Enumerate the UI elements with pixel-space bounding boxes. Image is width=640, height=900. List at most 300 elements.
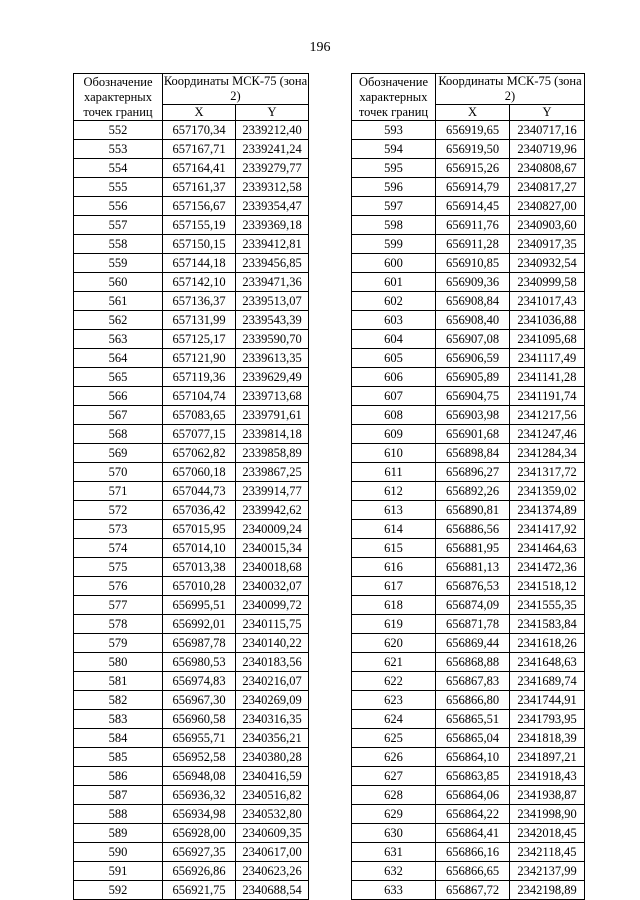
x-coordinate-cell: 657161,37 — [163, 178, 236, 197]
x-coordinate-cell: 656995,51 — [163, 596, 236, 615]
x-coordinate-cell: 656992,01 — [163, 615, 236, 634]
point-number-cell: 583 — [74, 710, 163, 729]
table-row — [352, 748, 585, 767]
table-row — [74, 273, 309, 292]
point-number-cell: 574 — [74, 539, 163, 558]
table-row — [352, 254, 585, 273]
y-coordinate-cell: 2342198,89 — [510, 881, 585, 900]
x-coordinate-cell: 656919,50 — [436, 140, 510, 159]
x-coordinate-cell: 657167,71 — [163, 140, 236, 159]
table-row — [352, 444, 585, 463]
table-row — [74, 349, 309, 368]
y-coordinate-cell: 2340099,72 — [236, 596, 309, 615]
point-number-cell: 566 — [74, 387, 163, 406]
x-coordinate-cell: 657015,95 — [163, 520, 236, 539]
table-row — [74, 197, 309, 216]
point-number-cell: 593 — [352, 121, 436, 140]
point-number-cell: 567 — [74, 406, 163, 425]
table-row — [352, 824, 585, 843]
point-number-cell: 629 — [352, 805, 436, 824]
x-coordinate-cell: 656903,98 — [436, 406, 510, 425]
y-coordinate-cell: 2341247,46 — [510, 425, 585, 444]
table-row — [352, 197, 585, 216]
point-number-cell: 580 — [74, 653, 163, 672]
y-coordinate-cell: 2341374,89 — [510, 501, 585, 520]
table-row — [352, 178, 585, 197]
y-coordinate-cell: 2339791,61 — [236, 406, 309, 425]
point-number-cell: 631 — [352, 843, 436, 862]
x-coordinate-cell: 657125,17 — [163, 330, 236, 349]
table-row — [74, 140, 309, 159]
x-coordinate-cell: 657010,28 — [163, 577, 236, 596]
table-row — [74, 178, 309, 197]
x-coordinate-cell: 656868,88 — [436, 653, 510, 672]
y-coordinate-cell: 2341897,21 — [510, 748, 585, 767]
y-coordinate-cell: 2340516,82 — [236, 786, 309, 805]
point-number-cell: 557 — [74, 216, 163, 235]
point-number-cell: 608 — [352, 406, 436, 425]
x-coordinate-cell: 657077,15 — [163, 425, 236, 444]
table-row — [74, 881, 309, 900]
x-coordinate-cell: 656952,58 — [163, 748, 236, 767]
point-number-cell: 552 — [74, 121, 163, 140]
table-row — [352, 634, 585, 653]
y-coordinate-cell: 2341217,56 — [510, 406, 585, 425]
point-number-cell: 582 — [74, 691, 163, 710]
x-coordinate-cell: 656881,95 — [436, 539, 510, 558]
x-coordinate-cell: 657150,15 — [163, 235, 236, 254]
x-coordinate-cell: 656896,27 — [436, 463, 510, 482]
x-coordinate-cell: 656905,89 — [436, 368, 510, 387]
y-coordinate-cell: 2341818,39 — [510, 729, 585, 748]
x-coordinate-cell: 656863,85 — [436, 767, 510, 786]
y-coordinate-cell: 2339942,62 — [236, 501, 309, 520]
x-coordinate-cell: 656865,51 — [436, 710, 510, 729]
x-coordinate-cell: 656898,84 — [436, 444, 510, 463]
point-number-cell: 599 — [352, 235, 436, 254]
point-number-cell: 562 — [74, 311, 163, 330]
x-header: X — [436, 105, 510, 121]
point-number-cell: 627 — [352, 767, 436, 786]
x-coordinate-cell: 656926,86 — [163, 862, 236, 881]
point-number-cell: 591 — [74, 862, 163, 881]
table-row — [352, 235, 585, 254]
y-coordinate-cell: 2341793,95 — [510, 710, 585, 729]
y-coordinate-cell: 2341918,43 — [510, 767, 585, 786]
point-number-cell: 555 — [74, 178, 163, 197]
y-coordinate-cell: 2339867,25 — [236, 463, 309, 482]
table-row — [74, 539, 309, 558]
table-row — [74, 577, 309, 596]
table-row — [352, 805, 585, 824]
table-row — [352, 292, 585, 311]
table-row — [352, 710, 585, 729]
x-coordinate-cell: 656866,80 — [436, 691, 510, 710]
y-coordinate-cell: 2341191,74 — [510, 387, 585, 406]
y-coordinate-cell: 2340827,00 — [510, 197, 585, 216]
table-row — [74, 425, 309, 444]
point-number-cell: 589 — [74, 824, 163, 843]
x-coordinate-cell: 656867,83 — [436, 672, 510, 691]
table-row — [74, 786, 309, 805]
designation-header: Обозначение характерных точек границ — [352, 74, 436, 121]
point-number-cell: 607 — [352, 387, 436, 406]
point-number-cell: 569 — [74, 444, 163, 463]
table-row — [352, 121, 585, 140]
y-coordinate-cell: 2340999,58 — [510, 273, 585, 292]
y-coordinate-cell: 2339312,58 — [236, 178, 309, 197]
point-number-cell: 571 — [74, 482, 163, 501]
designation-header: Обозначение характерных точек границ — [74, 74, 163, 121]
x-coordinate-cell: 657136,37 — [163, 292, 236, 311]
point-number-cell: 613 — [352, 501, 436, 520]
table-row — [352, 311, 585, 330]
x-coordinate-cell: 656927,35 — [163, 843, 236, 862]
point-number-cell: 559 — [74, 254, 163, 273]
y-coordinate-cell: 2341555,35 — [510, 596, 585, 615]
x-coordinate-cell: 656928,00 — [163, 824, 236, 843]
table-row — [74, 216, 309, 235]
point-number-cell: 623 — [352, 691, 436, 710]
point-number-cell: 598 — [352, 216, 436, 235]
table-row — [74, 843, 309, 862]
y-coordinate-cell: 2341317,72 — [510, 463, 585, 482]
point-number-cell: 616 — [352, 558, 436, 577]
y-coordinate-cell: 2341618,26 — [510, 634, 585, 653]
x-coordinate-cell: 656876,53 — [436, 577, 510, 596]
y-coordinate-cell: 2341583,84 — [510, 615, 585, 634]
y-coordinate-cell: 2341117,49 — [510, 349, 585, 368]
table-row — [352, 729, 585, 748]
table-row — [74, 634, 309, 653]
x-coordinate-cell: 656864,06 — [436, 786, 510, 805]
x-coordinate-cell: 656906,59 — [436, 349, 510, 368]
y-coordinate-cell: 2339412,81 — [236, 235, 309, 254]
table-row — [352, 653, 585, 672]
x-coordinate-cell: 657060,18 — [163, 463, 236, 482]
point-number-cell: 568 — [74, 425, 163, 444]
table-row — [74, 710, 309, 729]
y-coordinate-cell: 2340015,34 — [236, 539, 309, 558]
point-number-cell: 556 — [74, 197, 163, 216]
y-coordinate-cell: 2340532,80 — [236, 805, 309, 824]
point-number-cell: 605 — [352, 349, 436, 368]
x-coordinate-cell: 656892,26 — [436, 482, 510, 501]
x-coordinate-cell: 656908,40 — [436, 311, 510, 330]
x-coordinate-cell: 656864,22 — [436, 805, 510, 824]
point-number-cell: 606 — [352, 368, 436, 387]
point-number-cell: 577 — [74, 596, 163, 615]
table-row — [352, 767, 585, 786]
point-number-cell: 612 — [352, 482, 436, 501]
y-coordinate-cell: 2340009,24 — [236, 520, 309, 539]
x-coordinate-cell: 657119,36 — [163, 368, 236, 387]
y-coordinate-cell: 2341689,74 — [510, 672, 585, 691]
point-number-cell: 553 — [74, 140, 163, 159]
point-number-cell: 628 — [352, 786, 436, 805]
y-coordinate-cell: 2340617,00 — [236, 843, 309, 862]
x-coordinate-cell: 657155,19 — [163, 216, 236, 235]
table-row — [352, 216, 585, 235]
x-coordinate-cell: 656960,58 — [163, 710, 236, 729]
y-coordinate-cell: 2341998,90 — [510, 805, 585, 824]
point-number-cell: 614 — [352, 520, 436, 539]
y-coordinate-cell: 2339513,07 — [236, 292, 309, 311]
y-coordinate-cell: 2341464,63 — [510, 539, 585, 558]
table-row — [74, 767, 309, 786]
table-row — [74, 387, 309, 406]
table-row — [352, 463, 585, 482]
y-coordinate-cell: 2342118,45 — [510, 843, 585, 862]
y-coordinate-cell: 2340817,27 — [510, 178, 585, 197]
table-row — [74, 558, 309, 577]
y-coordinate-cell: 2340717,16 — [510, 121, 585, 140]
point-number-cell: 632 — [352, 862, 436, 881]
point-number-cell: 610 — [352, 444, 436, 463]
table-row — [74, 254, 309, 273]
x-coordinate-cell: 656864,41 — [436, 824, 510, 843]
x-coordinate-cell: 657083,65 — [163, 406, 236, 425]
y-coordinate-cell: 2340719,96 — [510, 140, 585, 159]
point-number-cell: 601 — [352, 273, 436, 292]
x-coordinate-cell: 657144,18 — [163, 254, 236, 273]
x-coordinate-cell: 656919,65 — [436, 121, 510, 140]
x-coordinate-cell: 657164,41 — [163, 159, 236, 178]
table-row — [352, 596, 585, 615]
y-coordinate-cell: 2341359,02 — [510, 482, 585, 501]
y-coordinate-cell: 2340115,75 — [236, 615, 309, 634]
table-row — [74, 862, 309, 881]
y-coordinate-cell: 2340140,22 — [236, 634, 309, 653]
x-coordinate-cell: 657014,10 — [163, 539, 236, 558]
y-coordinate-cell: 2339212,40 — [236, 121, 309, 140]
table-row — [352, 349, 585, 368]
point-number-cell: 625 — [352, 729, 436, 748]
table-row — [352, 482, 585, 501]
coordinates-header: Координаты МСК-75 (зона 2) — [163, 74, 308, 103]
y-coordinate-cell: 2339613,35 — [236, 349, 309, 368]
table-row — [74, 482, 309, 501]
y-coordinate-cell: 2339590,70 — [236, 330, 309, 349]
table-row — [74, 330, 309, 349]
x-coordinate-cell: 656967,30 — [163, 691, 236, 710]
x-header: X — [163, 105, 236, 121]
table-body-right — [352, 121, 585, 900]
x-coordinate-cell: 656869,44 — [436, 634, 510, 653]
y-coordinate-cell: 2339814,18 — [236, 425, 309, 444]
y-coordinate-cell: 2339369,18 — [236, 216, 309, 235]
x-coordinate-cell: 656936,32 — [163, 786, 236, 805]
y-coordinate-cell: 2340932,54 — [510, 254, 585, 273]
table-row — [352, 520, 585, 539]
y-coordinate-cell: 2340416,59 — [236, 767, 309, 786]
x-coordinate-cell: 656911,28 — [436, 235, 510, 254]
y-coordinate-cell: 2341284,34 — [510, 444, 585, 463]
x-coordinate-cell: 656921,75 — [163, 881, 236, 900]
table-row — [352, 406, 585, 425]
x-coordinate-cell: 656934,98 — [163, 805, 236, 824]
table-row — [74, 672, 309, 691]
x-coordinate-cell: 657044,73 — [163, 482, 236, 501]
table-row — [74, 368, 309, 387]
x-coordinate-cell: 656948,08 — [163, 767, 236, 786]
x-coordinate-cell: 656866,65 — [436, 862, 510, 881]
table-row — [74, 121, 309, 140]
point-number-cell: 576 — [74, 577, 163, 596]
x-coordinate-cell: 657036,42 — [163, 501, 236, 520]
table-row — [352, 140, 585, 159]
table-row — [352, 368, 585, 387]
y-coordinate-cell: 2341036,88 — [510, 311, 585, 330]
table-row — [74, 292, 309, 311]
table-row — [74, 653, 309, 672]
y-coordinate-cell: 2339354,47 — [236, 197, 309, 216]
table-row — [352, 387, 585, 406]
table-row — [74, 159, 309, 178]
y-coordinate-cell: 2341518,12 — [510, 577, 585, 596]
y-coordinate-cell: 2341472,36 — [510, 558, 585, 577]
x-coordinate-cell: 656915,26 — [436, 159, 510, 178]
y-coordinate-cell: 2340316,35 — [236, 710, 309, 729]
x-coordinate-cell: 656866,16 — [436, 843, 510, 862]
y-coordinate-cell: 2339543,39 — [236, 311, 309, 330]
y-coordinate-cell: 2342137,99 — [510, 862, 585, 881]
point-number-cell: 621 — [352, 653, 436, 672]
y-coordinate-cell: 2340623,26 — [236, 862, 309, 881]
point-number-cell: 590 — [74, 843, 163, 862]
point-number-cell: 594 — [352, 140, 436, 159]
point-number-cell: 570 — [74, 463, 163, 482]
y-coordinate-cell: 2341648,63 — [510, 653, 585, 672]
x-coordinate-cell: 656911,76 — [436, 216, 510, 235]
table-row — [74, 444, 309, 463]
x-coordinate-cell: 656864,10 — [436, 748, 510, 767]
table-row — [74, 311, 309, 330]
y-coordinate-cell: 2340380,28 — [236, 748, 309, 767]
x-coordinate-cell: 656910,85 — [436, 254, 510, 273]
x-coordinate-cell: 656871,78 — [436, 615, 510, 634]
y-coordinate-cell: 2340609,35 — [236, 824, 309, 843]
point-number-cell: 602 — [352, 292, 436, 311]
point-number-cell: 592 — [74, 881, 163, 900]
y-header: Y — [510, 105, 585, 121]
x-coordinate-cell: 656987,78 — [163, 634, 236, 653]
point-number-cell: 624 — [352, 710, 436, 729]
point-number-cell: 619 — [352, 615, 436, 634]
point-number-cell: 600 — [352, 254, 436, 273]
point-number-cell: 560 — [74, 273, 163, 292]
table-row — [74, 748, 309, 767]
y-coordinate-cell: 2341095,68 — [510, 330, 585, 349]
point-number-cell: 581 — [74, 672, 163, 691]
point-number-cell: 587 — [74, 786, 163, 805]
table-row — [352, 843, 585, 862]
y-coordinate-cell: 2339456,85 — [236, 254, 309, 273]
point-number-cell: 579 — [74, 634, 163, 653]
point-number-cell: 565 — [74, 368, 163, 387]
y-coordinate-cell: 2340018,68 — [236, 558, 309, 577]
point-number-cell: 622 — [352, 672, 436, 691]
x-coordinate-cell: 656867,72 — [436, 881, 510, 900]
point-number-cell: 597 — [352, 197, 436, 216]
coordinates-table-left — [73, 73, 309, 900]
point-number-cell: 595 — [352, 159, 436, 178]
x-coordinate-cell: 657131,99 — [163, 311, 236, 330]
table-row — [352, 881, 585, 900]
y-coordinate-cell: 2339471,36 — [236, 273, 309, 292]
y-coordinate-cell: 2339858,89 — [236, 444, 309, 463]
y-coordinate-cell: 2341141,28 — [510, 368, 585, 387]
y-header: Y — [236, 105, 309, 121]
table-row — [352, 862, 585, 881]
x-coordinate-cell: 657062,82 — [163, 444, 236, 463]
point-number-cell: 554 — [74, 159, 163, 178]
table-body-left — [74, 121, 309, 900]
x-coordinate-cell: 656908,84 — [436, 292, 510, 311]
table-row — [74, 805, 309, 824]
table-row — [352, 577, 585, 596]
point-number-cell: 585 — [74, 748, 163, 767]
y-coordinate-cell: 2340917,35 — [510, 235, 585, 254]
y-coordinate-cell: 2339241,24 — [236, 140, 309, 159]
point-number-cell: 588 — [74, 805, 163, 824]
point-number-cell: 618 — [352, 596, 436, 615]
point-number-cell: 596 — [352, 178, 436, 197]
point-number-cell: 604 — [352, 330, 436, 349]
x-coordinate-cell: 657156,67 — [163, 197, 236, 216]
table-row — [74, 729, 309, 748]
table-row — [352, 273, 585, 292]
x-coordinate-cell: 656914,45 — [436, 197, 510, 216]
coordinates-header: Координаты МСК-75 (зона 2) — [436, 74, 585, 105]
x-coordinate-cell: 656907,08 — [436, 330, 510, 349]
point-number-cell: 584 — [74, 729, 163, 748]
y-coordinate-cell: 2339713,68 — [236, 387, 309, 406]
y-coordinate-cell: 2340032,07 — [236, 577, 309, 596]
x-coordinate-cell: 656955,71 — [163, 729, 236, 748]
point-number-cell: 561 — [74, 292, 163, 311]
y-coordinate-cell: 2342018,45 — [510, 824, 585, 843]
point-number-cell: 611 — [352, 463, 436, 482]
point-number-cell: 620 — [352, 634, 436, 653]
y-coordinate-cell: 2339629,49 — [236, 368, 309, 387]
table-row — [352, 159, 585, 178]
y-coordinate-cell: 2341744,91 — [510, 691, 585, 710]
point-number-cell: 586 — [74, 767, 163, 786]
y-coordinate-cell: 2340903,60 — [510, 216, 585, 235]
x-coordinate-cell: 657121,90 — [163, 349, 236, 368]
point-number-cell: 609 — [352, 425, 436, 444]
table-row — [74, 615, 309, 634]
y-coordinate-cell: 2341417,92 — [510, 520, 585, 539]
x-coordinate-cell: 656874,09 — [436, 596, 510, 615]
table-row — [74, 824, 309, 843]
x-coordinate-cell: 656901,68 — [436, 425, 510, 444]
x-coordinate-cell: 657104,74 — [163, 387, 236, 406]
y-coordinate-cell: 2340688,54 — [236, 881, 309, 900]
y-coordinate-cell: 2339914,77 — [236, 482, 309, 501]
y-coordinate-cell: 2339279,77 — [236, 159, 309, 178]
table-row — [74, 596, 309, 615]
y-coordinate-cell: 2340808,67 — [510, 159, 585, 178]
point-number-cell: 578 — [74, 615, 163, 634]
table-row — [74, 463, 309, 482]
point-number-cell: 617 — [352, 577, 436, 596]
page-number: 196 — [309, 40, 331, 55]
table-row — [352, 558, 585, 577]
table-row — [74, 406, 309, 425]
point-number-cell: 615 — [352, 539, 436, 558]
